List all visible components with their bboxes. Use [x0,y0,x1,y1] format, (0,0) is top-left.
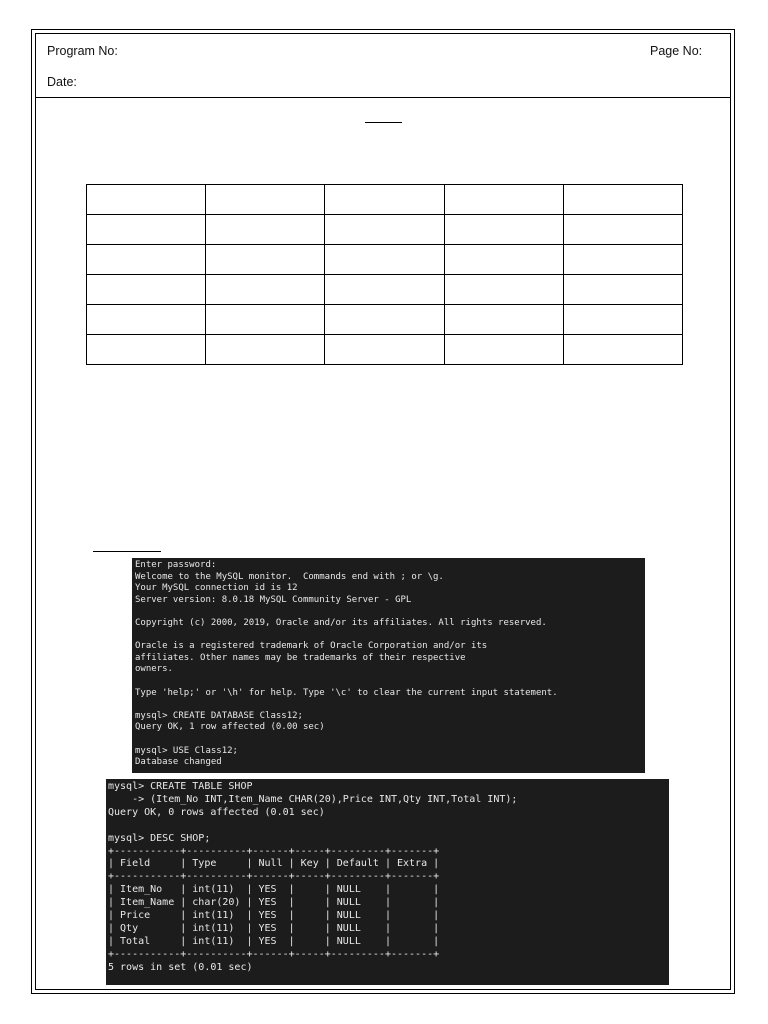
table-cell [325,335,444,365]
table-cell [206,305,325,335]
terminal-line: Query OK, 1 row affected (0.00 sec) [135,722,325,733]
terminal-line [135,734,645,746]
table-cell [206,335,325,365]
table-cell [87,185,206,215]
table-row [87,305,683,335]
terminal-line: owners. [135,664,173,675]
terminal-line: mysql> CREATE DATABASE Class12; [135,710,303,721]
terminal-line [135,676,645,688]
terminal-line: Oracle is a registered trademark of Oracle Corporation and/or its [135,641,488,652]
table-cell [87,215,206,245]
table-row [87,335,683,365]
output-underline [93,551,161,552]
table-cell [444,305,563,335]
terminal-line: | Item_No | int(11) | YES | | NULL | | [108,884,440,896]
terminal-line: -> (Item_No INT,Item_Name CHAR(20),Price INT,Qty INT,Total INT); [108,793,518,805]
table-cell [563,215,682,245]
date-label: Date: [47,75,77,89]
terminal-line: 5 rows in set (0.01 sec) [108,961,253,973]
terminal-line [135,606,645,618]
table-cell [563,245,682,275]
table-cell [325,185,444,215]
terminal-line: +-----------+----------+------+-----+---------+-------+ [108,948,440,960]
table-cell [325,305,444,335]
terminal-line: | Price | int(11) | YES | | NULL | | [108,910,440,922]
blank-table-body [87,185,683,365]
program-no-label: Program No: [47,44,118,58]
table-cell [563,335,682,365]
terminal-line: Type 'help;' or '\h' for help. Type '\c' to clear the current input statement. [135,687,558,698]
table-cell [563,275,682,305]
terminal-line: | Total | int(11) | YES | | NULL | | [108,935,440,947]
terminal-line: +-----------+----------+------+-----+---------+-------+ [108,871,440,883]
terminal-line: mysql> USE Class12; [135,745,238,756]
table-cell [87,335,206,365]
terminal-line: mysql> CREATE TABLE SHOP [108,781,253,792]
terminal-line: Server version: 8.0.18 MySQL Community Server - GPL [135,594,412,605]
terminal-line: Enter password: [135,560,217,570]
terminal-line [108,820,669,833]
header-divider [35,97,731,98]
table-row [87,245,683,275]
table-row [87,185,683,215]
table-cell [206,245,325,275]
table-cell [325,215,444,245]
table-cell [444,335,563,365]
table-cell [206,185,325,215]
table-row [87,215,683,245]
table-cell [325,275,444,305]
terminal-line: Your MySQL connection id is 12 [135,583,298,594]
page-no-label: Page No: [650,44,703,58]
terminal-line: mysql> DESC SHOP; [108,832,211,844]
table-cell [563,305,682,335]
terminal-line: Welcome to the MySQL monitor. Commands end with ; or \g. [135,571,444,582]
table-cell [444,215,563,245]
title-underline [365,122,402,123]
mysql-terminal-session [132,558,645,773]
table-cell [444,245,563,275]
terminal-line: +-----------+----------+------+-----+---------+-------+ [108,845,440,857]
table-cell [563,185,682,215]
terminal-line: Database changed [135,757,222,768]
table-cell [444,275,563,305]
blank-table [86,184,683,365]
table-cell [206,215,325,245]
terminal-line: | Item_Name | char(20) | YES | | NULL | | [108,897,440,909]
table-cell [87,275,206,305]
terminal-line [135,630,645,642]
table-row [87,275,683,305]
terminal-line: Query OK, 0 rows affected (0.01 sec) [108,806,325,818]
table-cell [206,275,325,305]
table-cell [87,245,206,275]
table-cell [444,185,563,215]
terminal-line: Copyright (c) 2000, 2019, Oracle and/or its affiliates. All rights reserved. [135,617,547,628]
table-cell [325,245,444,275]
terminal-line: | Qty | int(11) | YES | | NULL | | [108,922,440,934]
terminal-line: | Field | Type | Null | Key | Default | Extra | [108,858,440,870]
terminal-line: affiliates. Other names may be trademarks of their respective [135,652,466,663]
terminal-line [135,699,645,711]
table-cell [87,305,206,335]
mysql-terminal-desc [106,779,669,985]
